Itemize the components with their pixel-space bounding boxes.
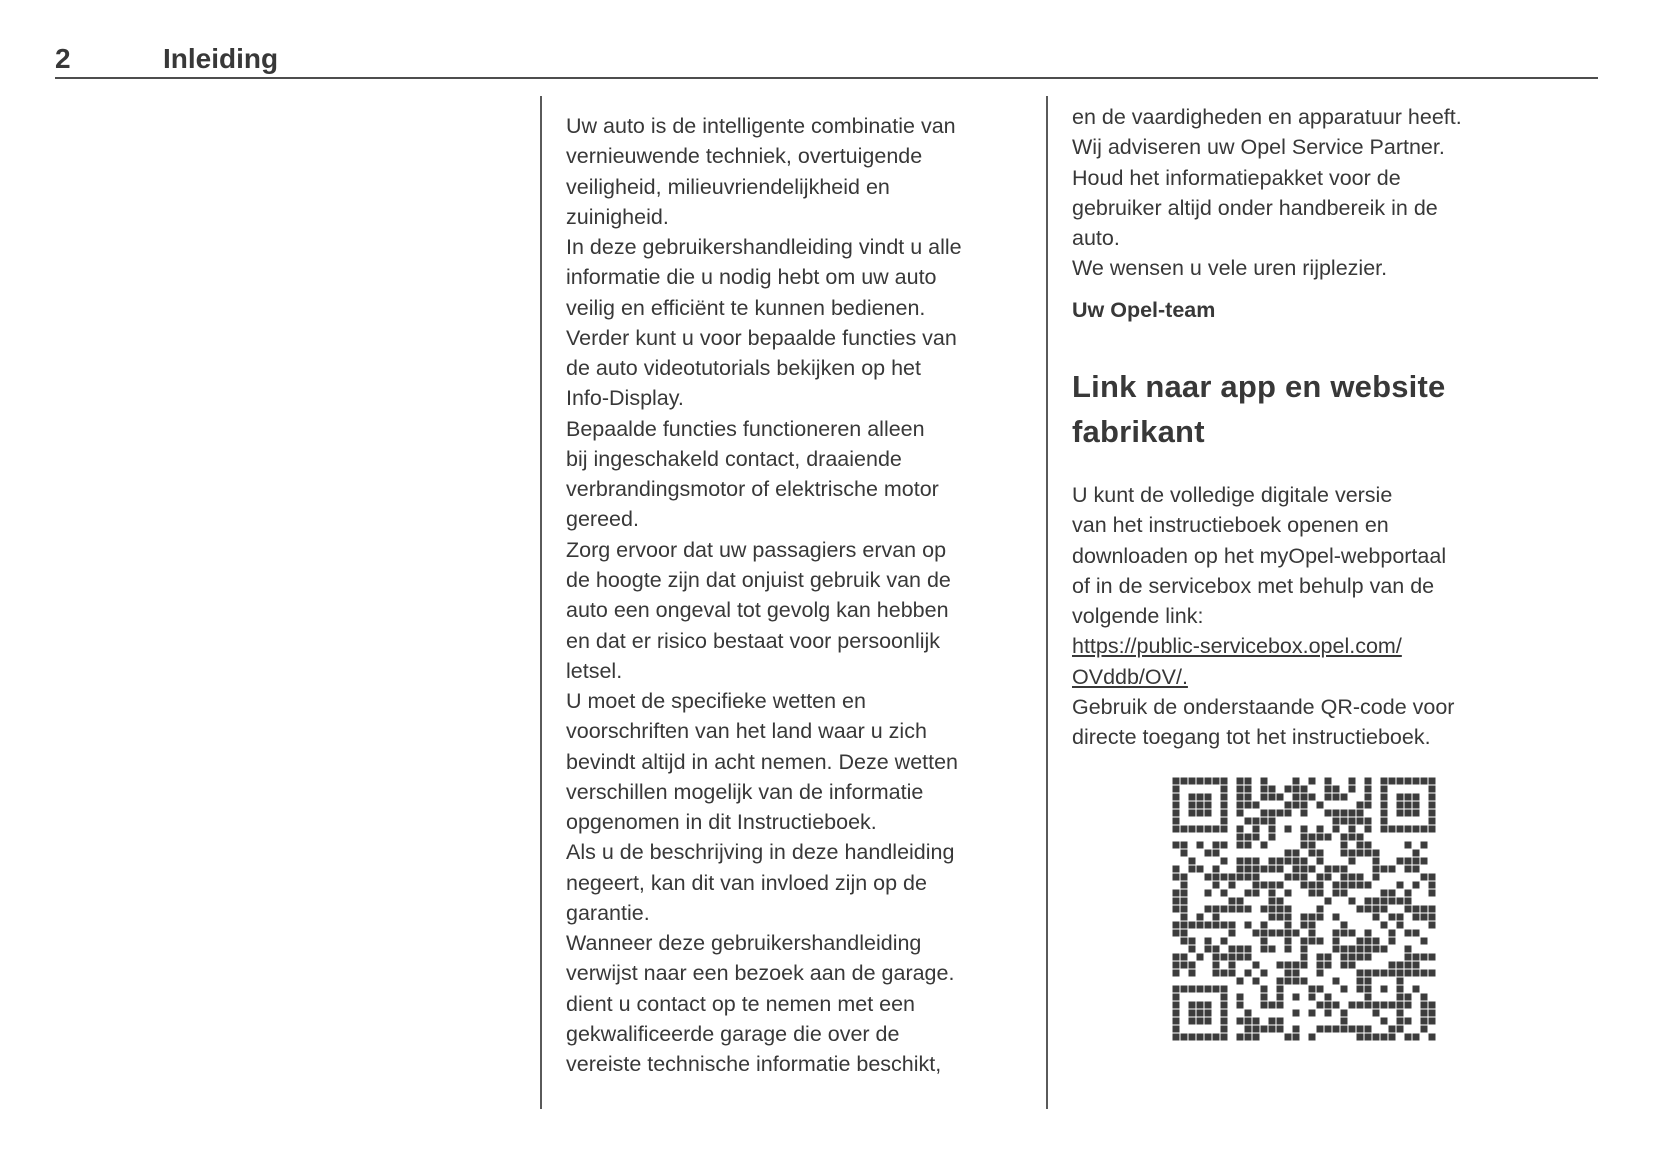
text-line: We wensen u vele uren rijplezier.	[1072, 256, 1388, 281]
qr-code	[1172, 777, 1436, 1041]
text-line: Info-Display.	[566, 386, 684, 411]
text-line: gebruiker altijd onder handbereik in de	[1072, 195, 1438, 220]
text-line: gereed.	[566, 507, 639, 532]
servicebox-link[interactable]: https://public-servicebox.opel.com/	[1072, 634, 1402, 659]
text-line: van het instructieboek openen en	[1072, 513, 1389, 538]
text-line: Zorg ervoor dat uw passagiers ervan op	[566, 537, 947, 562]
section-heading	[1072, 364, 1445, 454]
text-line: bevindt altijd in acht nemen. Deze wetten	[566, 749, 959, 774]
text-line: opgenomen in dit Instructieboek.	[566, 810, 877, 835]
text-line: Wanneer deze gebruikershandleiding	[566, 931, 922, 956]
intro-text-column	[566, 111, 962, 1080]
text-line: gekwalificeerde garage die over de	[566, 1021, 900, 1046]
text-line: Uw auto is de intelligente combinatie van	[566, 114, 956, 138]
text-line: de hoogte zijn dat onjuist gebruik van de	[566, 567, 951, 592]
text-line: Als u de beschrijving in deze handleiding	[566, 840, 955, 865]
text-line: Gebruik de onderstaande QR-code voor	[1072, 694, 1455, 719]
right-column-intro	[1072, 102, 1462, 284]
text-line: verschillen mogelijk van de informatie	[566, 779, 924, 804]
text-line: negeert, kan dit van invloed zijn op de	[566, 870, 927, 895]
text-line: auto.	[1072, 226, 1120, 251]
column-divider-right	[1046, 96, 1048, 1109]
text-line: fabrikant	[1072, 414, 1205, 449]
text-line: Link naar app en website	[1072, 369, 1446, 404]
text-line: auto een ongeval tot gevolg kan hebben	[566, 598, 949, 623]
right-column-body	[1072, 480, 1454, 752]
text-line: In deze gebruikershandleiding vindt u alle	[566, 235, 962, 260]
text-line: Verder kunt u voor bepaalde functies van	[566, 325, 957, 350]
text-line: verbrandingsmotor of elektrische motor	[566, 477, 939, 502]
page-number: 2	[55, 43, 71, 74]
text-line: garantie.	[566, 900, 650, 925]
text-line: U kunt de volledige digitale versie	[1072, 483, 1393, 507]
text-line: en dat er risico bestaat voor persoonlijk	[566, 628, 941, 653]
text-line: Wij adviseren uw Opel Service Partner.	[1072, 135, 1445, 160]
text-line: Houd het informatiepakket voor de	[1072, 165, 1401, 190]
column-divider-left	[540, 96, 542, 1109]
text-line: veilig en efficiënt te kunnen bedienen.	[566, 295, 926, 320]
servicebox-link[interactable]: OVddb/OV/.	[1072, 664, 1188, 689]
text-line: Bepaalde functies functioneren alleen	[566, 416, 925, 441]
text-line: vernieuwende techniek, overtuigende	[566, 144, 923, 169]
text-line: de auto videotutorials bekijken op het	[566, 356, 921, 381]
text-line: voorschriften van het land waar u zich	[566, 719, 927, 744]
text-line: en de vaardigheden en apparatuur heeft.	[1072, 105, 1462, 129]
text-line: downloaden op het myOpel-webportaal	[1072, 543, 1447, 568]
chapter-title: Inleiding	[163, 43, 279, 74]
header-rule	[55, 77, 1598, 79]
text-line: bij ingeschakeld contact, draaiende	[566, 446, 902, 471]
text-line: verwijst naar een bezoek aan de garage.	[566, 961, 955, 986]
text-line: letsel.	[566, 658, 623, 683]
text-line: dient u contact op te nemen met een	[566, 991, 916, 1016]
signature-text: Uw Opel-team	[1072, 298, 1216, 322]
text-line: U moet de specifieke wetten en	[566, 689, 866, 714]
text-line: informatie die u nodig hebt om uw auto	[566, 265, 937, 290]
text-line: volgende link:	[1072, 604, 1204, 629]
text-line: zuinigheid.	[566, 204, 669, 229]
text-line: veiligheid, milieuvriendelijkheid en	[566, 174, 890, 199]
text-line: of in de servicebox met behulp van de	[1072, 573, 1435, 598]
text-line: vereiste technische informatie beschikt,	[566, 1052, 942, 1077]
text-line: directe toegang tot het instructieboek.	[1072, 725, 1431, 750]
